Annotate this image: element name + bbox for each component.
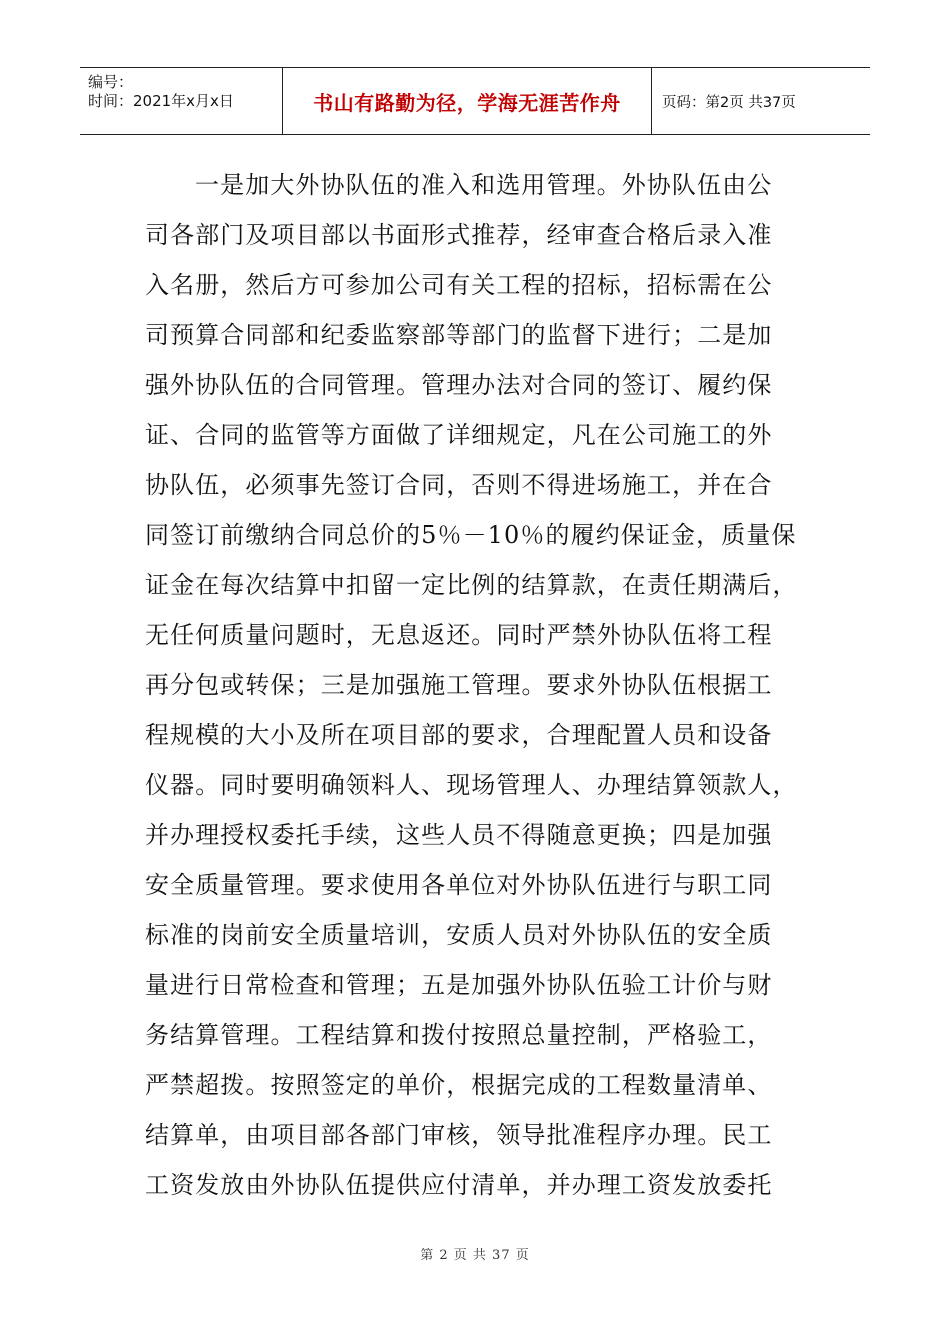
header-motto: 书山有路勤为径，学海无涯苦作舟 [282, 68, 652, 134]
body-line: 协队伍，必须事先签订合同，否则不得进场施工，并在合 [145, 471, 773, 499]
body-line: 严禁超拨。按照签定的单价，根据完成的工程数量清单、 [145, 1071, 773, 1099]
header-page-info: 页码：第2页 共37页 [662, 94, 796, 111]
body-line: 再分包或转保；三是加强施工管理。要求外协队伍根据工 [145, 671, 773, 699]
body-line: 量进行日常检查和管理；五是加强外协队伍验工计价与财 [145, 971, 773, 999]
body-line: 强外协队伍的合同管理。管理办法对合同的签订、履约保 [145, 371, 773, 399]
body-line: 工资发放由外协队伍提供应付清单，并办理工资发放委托 [145, 1171, 773, 1199]
body-line: 结算单，由项目部各部门审核，领导批准程序办理。民工 [145, 1121, 773, 1149]
header-meta [80, 68, 282, 134]
body-line: 一是加大外协队伍的准入和选用管理。外协队伍由公 [195, 171, 773, 199]
body-line: 司各部门及项目部以书面形式推荐，经审查合格后录入准 [145, 221, 773, 249]
body-line: 并办理授权委托手续，这些人员不得随意更换；四是加强 [145, 821, 773, 849]
body-line: 仪器。同时要明确领料人、现场管理人、办理结算领款人， [145, 771, 798, 799]
document-time-label: 时间：2021年x月x日 [88, 92, 234, 110]
body-line: 务结算管理。工程结算和拨付按照总量控制，严格验工， [145, 1021, 773, 1049]
body-line: 程规模的大小及所在项目部的要求，合理配置人员和设备 [145, 721, 773, 749]
body-line: 标准的岗前安全质量培训，安质人员对外协队伍的安全质 [145, 921, 773, 949]
body-line: 证、合同的监管等方面做了详细规定，凡在公司施工的外 [145, 421, 773, 449]
document-body [145, 160, 805, 1210]
page-footer: 第 2 页 共 37 页 [420, 1248, 530, 1263]
body-line: 司预算合同部和纪委监察部等部门的监督下进行；二是加 [145, 321, 773, 349]
body-line: 无任何质量问题时，无息返还。同时严禁外协队伍将工程 [145, 621, 773, 649]
body-line: 同签订前缴纳合同总价的5％－10％的履约保证金，质量保 [145, 521, 797, 549]
body-line: 证金在每次结算中扣留一定比例的结算款，在责任期满后， [145, 571, 798, 599]
body-line: 安全质量管理。要求使用各单位对外协队伍进行与职工同 [145, 871, 773, 899]
body-line: 入名册，然后方可参加公司有关工程的招标，招标需在公 [145, 271, 773, 299]
page-header [80, 67, 870, 135]
document-number-label: 编号： [88, 73, 134, 91]
